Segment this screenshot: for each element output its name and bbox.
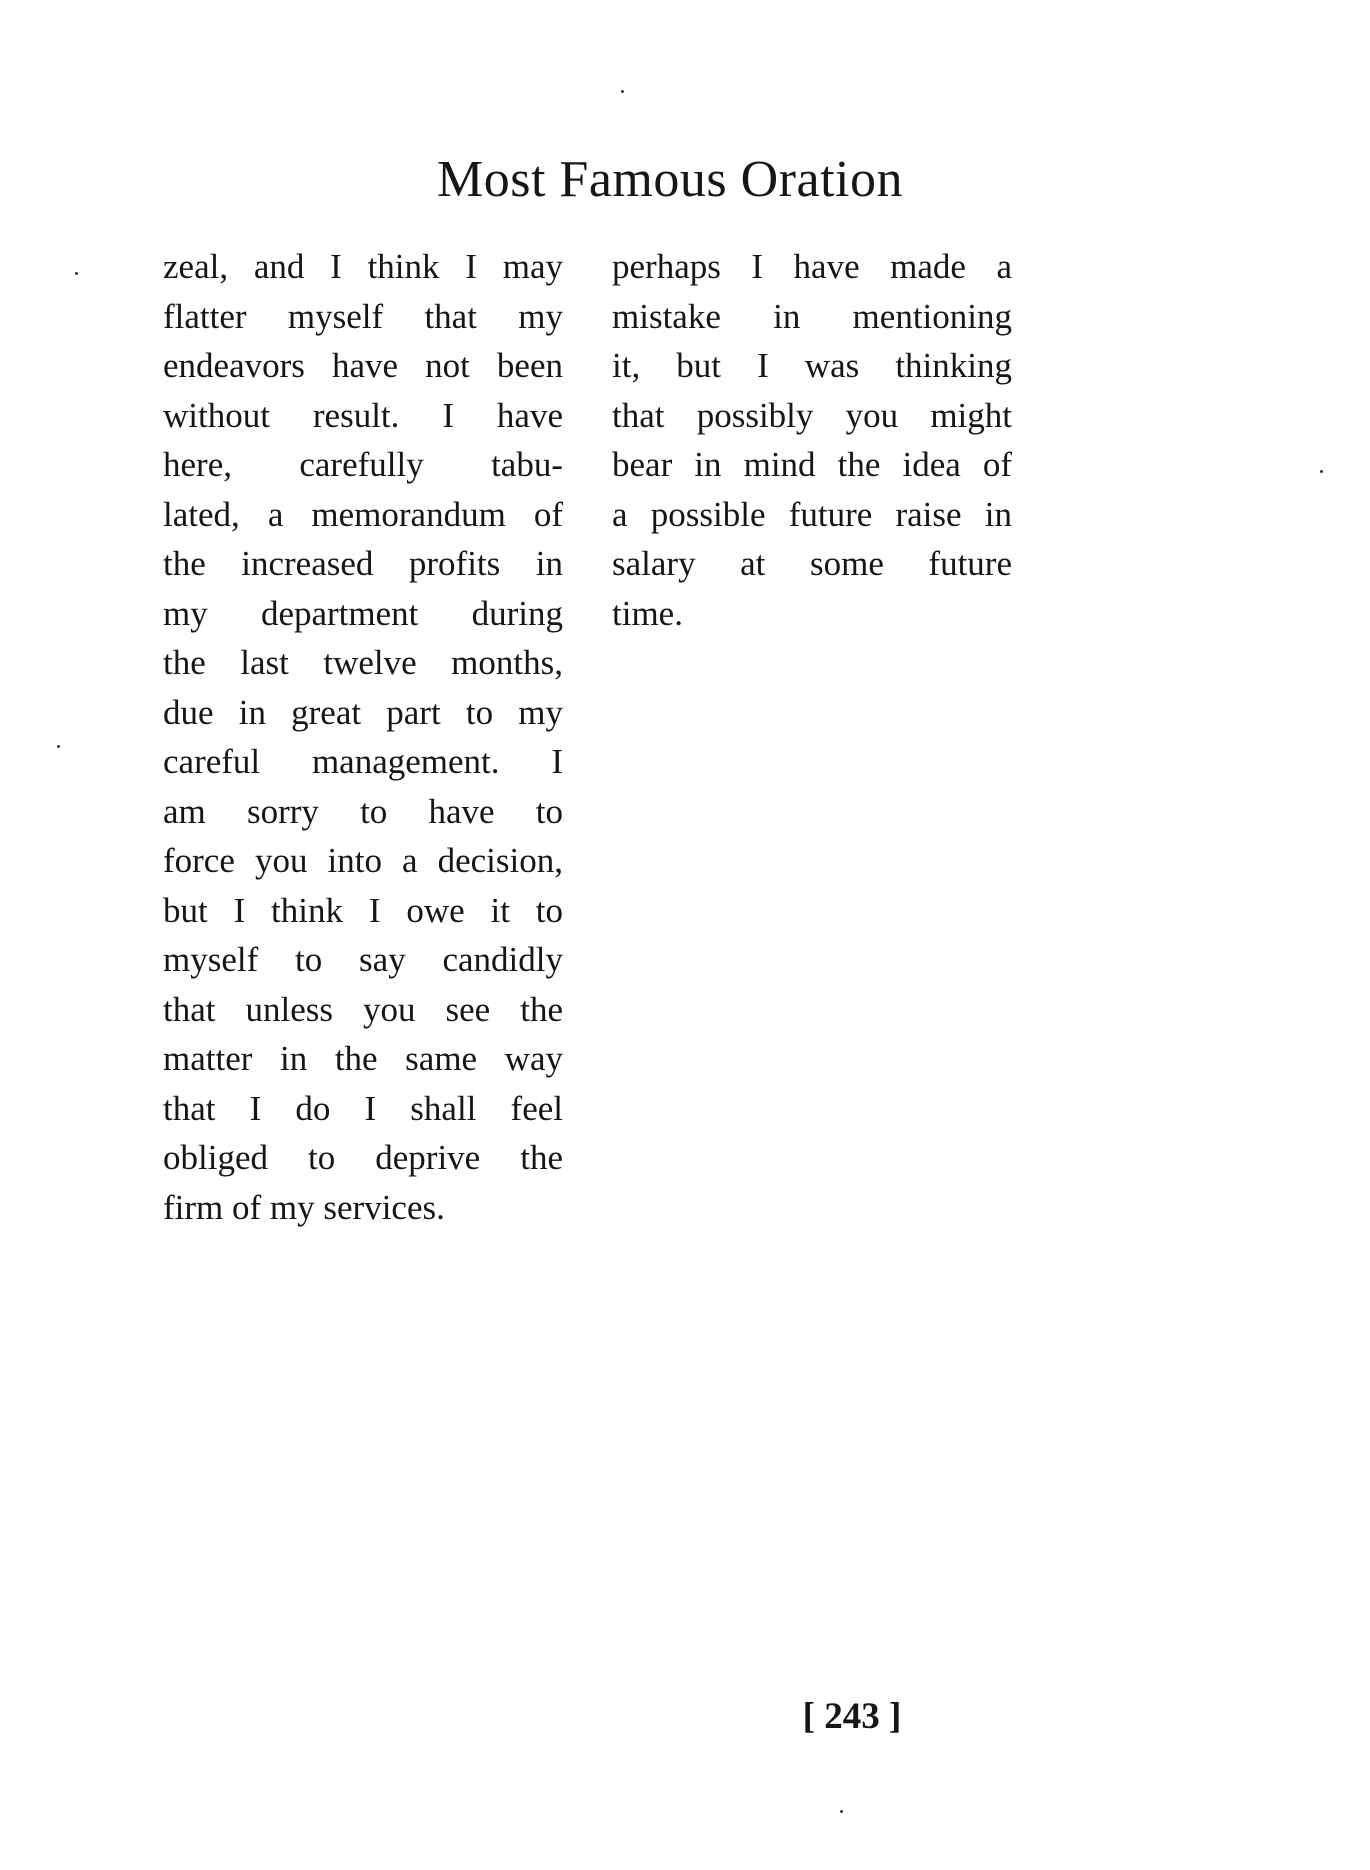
text-line: that I do I shall feel [163, 1088, 563, 1128]
text-line: endeavors have not been [163, 346, 563, 385]
text-line: the increased profits in [163, 544, 563, 583]
text-line: due in great part to my [163, 692, 563, 732]
text-column-right [612, 242, 1012, 638]
text-line: careful management. I [163, 742, 563, 781]
text-line: firm of my services. [163, 1187, 445, 1227]
scan-speck [1320, 470, 1323, 473]
text-line: it, but I was thinking [612, 346, 1012, 385]
text-line: force you into a decision, [163, 841, 563, 880]
text-line: perhaps I have made a [612, 247, 1012, 286]
text-line: mistake in mentioning [612, 296, 1012, 336]
text-line: without result. I have [163, 395, 563, 435]
scan-speck [621, 90, 624, 93]
scan-speck [57, 745, 60, 748]
text-line: salary at some future [612, 544, 1012, 583]
text-line: time. [612, 593, 683, 633]
text-line: flatter myself that my [163, 296, 563, 336]
text-line: the last twelve months, [163, 643, 563, 682]
page-number: [ 243 ] [802, 1696, 902, 1737]
text-column-left [163, 242, 563, 1232]
text-line: zeal, and I think I may [163, 247, 563, 286]
text-line: but I think I owe it to [163, 890, 563, 930]
text-line: here, carefully tabu- [163, 445, 563, 484]
text-line: that possibly you might [612, 395, 1012, 435]
text-line: myself to say candidly [163, 940, 563, 979]
text-line: matter in the same way [163, 1039, 563, 1078]
text-line: bear in mind the idea of [612, 445, 1012, 484]
text-line: a possible future raise in [612, 494, 1012, 534]
running-head-title: Most Famous Oration [437, 151, 903, 208]
text-line: lated, a memorandum of [163, 494, 563, 534]
scan-speck [75, 272, 78, 275]
text-line: that unless you see the [163, 989, 563, 1029]
text-line: my department during [163, 593, 563, 633]
scan-speck [840, 1810, 843, 1813]
text-line: am sorry to have to [163, 791, 563, 831]
text-line: obliged to deprive the [163, 1138, 563, 1177]
